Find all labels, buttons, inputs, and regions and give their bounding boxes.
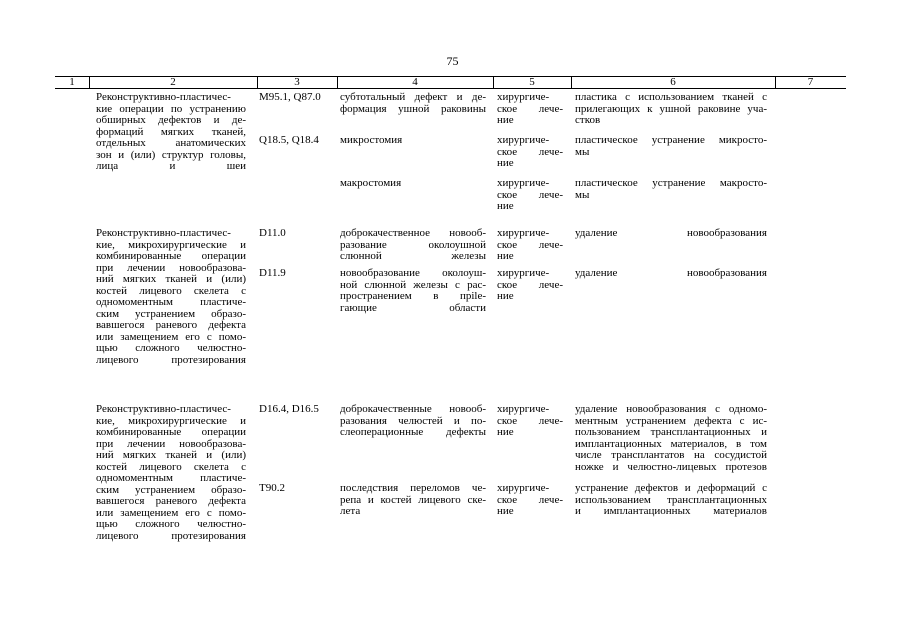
text-line: ние xyxy=(497,114,514,126)
text-line: хирургиче- xyxy=(497,403,550,415)
text-line: Реконструктивно-пластичес- xyxy=(96,91,231,103)
treatment-type xyxy=(497,228,563,263)
text-line: зон и (или) структур головы, xyxy=(96,148,246,161)
condition xyxy=(340,483,486,518)
text-line: разования челюстей и по- xyxy=(340,414,486,427)
text-line: последствия переломов че- xyxy=(340,482,486,494)
text-line: кие, микрохирургические и xyxy=(96,414,246,427)
text-line: пространением в прile- xyxy=(340,290,486,302)
text-line: щью сложного челюстно- xyxy=(96,518,246,530)
treatment-method xyxy=(575,404,767,473)
text-line: ское лече- xyxy=(497,414,563,427)
text-line: ское лече- xyxy=(497,278,563,291)
text-line: удаление новообразования xyxy=(575,267,767,279)
text-line: ной слюнной железы с рас- xyxy=(340,278,486,291)
treatment-method xyxy=(575,92,767,127)
text-line: хирургиче- xyxy=(497,267,550,279)
column-header: 3 xyxy=(294,76,300,88)
procedure-name xyxy=(96,228,246,366)
text-line: комбинированные операции xyxy=(96,426,246,438)
text-line: макростомия xyxy=(340,177,402,189)
text-line: доброкачественное новооб- xyxy=(340,227,486,239)
text-line: прилегающих к ушной раковине уча- xyxy=(575,102,767,115)
text-line: гающие области xyxy=(340,301,486,314)
text-line: лицевого протезирования xyxy=(96,529,246,542)
text-line: слеоперационные дефекты xyxy=(340,426,486,438)
text-line: ние xyxy=(497,250,514,262)
table-header xyxy=(55,76,846,89)
text-line: или замещением его с помо- xyxy=(96,330,246,343)
treatment-method xyxy=(575,268,767,280)
text-line: стков xyxy=(575,114,601,126)
text-line: ний мягких тканей и (или) xyxy=(96,273,246,285)
text-line: пластика с использованием тканей с xyxy=(575,91,767,103)
treatment-type xyxy=(497,135,563,170)
treatment-type xyxy=(497,404,563,439)
text-line: ние xyxy=(497,157,514,169)
column-header: 6 xyxy=(670,76,676,88)
diagnosis-codes: T90.2 xyxy=(259,482,285,494)
condition xyxy=(340,178,486,190)
treatment-method xyxy=(575,178,767,201)
text-line: отдельных анатомических xyxy=(96,137,246,149)
text-line: одномоментным пластиче- xyxy=(96,472,246,484)
text-line: лета xyxy=(340,505,361,517)
diagnosis-codes: M95.1, Q87.0 xyxy=(259,91,321,103)
text-line: кие, микрохирургические и xyxy=(96,238,246,251)
text-line: ментным устранением дефекта с ис- xyxy=(575,414,767,427)
text-line: хирургиче- xyxy=(497,134,550,146)
text-line: комбинированные операции xyxy=(96,250,246,262)
condition xyxy=(340,404,486,439)
text-line: ское лече- xyxy=(497,102,563,115)
text-line: ний мягких тканей и (или) xyxy=(96,449,246,461)
diagnosis-codes: D11.0 xyxy=(259,227,286,239)
column-header: 2 xyxy=(170,76,176,88)
text-line: костей лицевого скелета с xyxy=(96,460,246,473)
text-line: и имплантационных материалов xyxy=(575,505,767,517)
text-line: пользованием трансплантационных и xyxy=(575,426,767,438)
treatment-type xyxy=(497,92,563,127)
text-line: ское лече- xyxy=(497,188,563,201)
text-line: мы xyxy=(575,188,590,201)
text-line: новообразование околоуш- xyxy=(340,267,486,279)
diagnosis-codes: D16.4, D16.5 xyxy=(259,403,319,415)
column-header: 7 xyxy=(807,76,814,88)
text-line: пластическое устранение макросто- xyxy=(575,177,767,189)
column-header: 1 xyxy=(69,76,75,88)
column-header: 4 xyxy=(412,76,418,88)
text-line: ние xyxy=(497,426,514,438)
text-line: ние xyxy=(497,290,514,302)
diagnosis-codes: Q18.5, Q18.4 xyxy=(259,134,319,146)
text-line: репа и костей лицевого ске- xyxy=(340,493,486,506)
text-line: формация ушной раковины xyxy=(340,102,486,115)
procedure-name xyxy=(96,404,246,542)
text-line: при лечении новообразова- xyxy=(96,437,246,450)
condition xyxy=(340,135,486,147)
text-line: пластическое устранение микросто- xyxy=(575,134,767,146)
text-line: разование околоушной xyxy=(340,238,486,251)
condition xyxy=(340,228,486,263)
column-header: 5 xyxy=(529,76,535,88)
text-line: ское лече- xyxy=(497,238,563,251)
text-line: удаление новообразования с одномо- xyxy=(575,403,767,415)
text-line: удаление новообразования xyxy=(575,227,767,239)
diagnosis-codes: D11.9 xyxy=(259,267,286,279)
treatment-type xyxy=(497,483,563,518)
text-line: лицевого протезирования xyxy=(96,353,246,366)
text-line: при лечении новообразова- xyxy=(96,261,246,274)
text-line: имплантационных материалов, в том xyxy=(575,437,767,450)
text-line: ское лече- xyxy=(497,145,563,158)
treatment-method xyxy=(575,483,767,518)
treatment-method xyxy=(575,135,767,158)
procedure-name xyxy=(96,92,246,173)
text-line: числе трансплантатов на сосудистой xyxy=(575,449,767,461)
text-line: хирургиче- xyxy=(497,482,550,494)
text-line: мы xyxy=(575,145,590,158)
text-line: обширных дефектов и де- xyxy=(96,114,246,126)
text-line: слюнной железы xyxy=(340,250,486,262)
text-line: лица и шеи xyxy=(96,160,246,172)
text-line: Реконструктивно-пластичес- xyxy=(96,403,231,415)
text-line: костей лицевого скелета с xyxy=(96,284,246,297)
treatment-method xyxy=(575,228,767,240)
condition xyxy=(340,268,486,314)
text-line: микростомия xyxy=(340,134,403,146)
page-number: 75 xyxy=(446,54,459,68)
text-line: хирургиче- xyxy=(497,177,550,189)
text-line: ским устранением образо- xyxy=(96,483,246,496)
text-line: использованием трансплантационных xyxy=(575,493,767,506)
text-line: вавшегося раневого дефекта xyxy=(96,319,246,331)
text-line: ское лече- xyxy=(497,493,563,506)
text-line: щью сложного челюстно- xyxy=(96,342,246,354)
text-line: или замещением его с помо- xyxy=(96,506,246,519)
treatment-type xyxy=(497,268,563,303)
text-line: доброкачественные новооб- xyxy=(340,403,486,415)
text-line: Реконструктивно-пластичес- xyxy=(96,227,231,239)
treatment-type xyxy=(497,178,563,213)
text-line: вавшегося раневого дефекта xyxy=(96,495,246,507)
text-line: ским устранением образо- xyxy=(96,307,246,320)
text-line: хирургиче- xyxy=(497,227,550,239)
text-line: ние xyxy=(497,505,514,517)
text-line: одномоментным пластиче- xyxy=(96,296,246,308)
text-line: субтотальный дефект и де- xyxy=(340,91,486,103)
text-line: ние xyxy=(497,200,514,212)
text-line: формаций мягких тканей, xyxy=(96,125,246,138)
text-line: устранение дефектов и деформаций с xyxy=(575,482,767,494)
text-line: кие операции по устранению xyxy=(96,102,246,115)
text-line: ножке и челюстно-лицевых протезов xyxy=(575,460,767,473)
condition xyxy=(340,92,486,115)
text-line: хирургиче- xyxy=(497,91,550,103)
